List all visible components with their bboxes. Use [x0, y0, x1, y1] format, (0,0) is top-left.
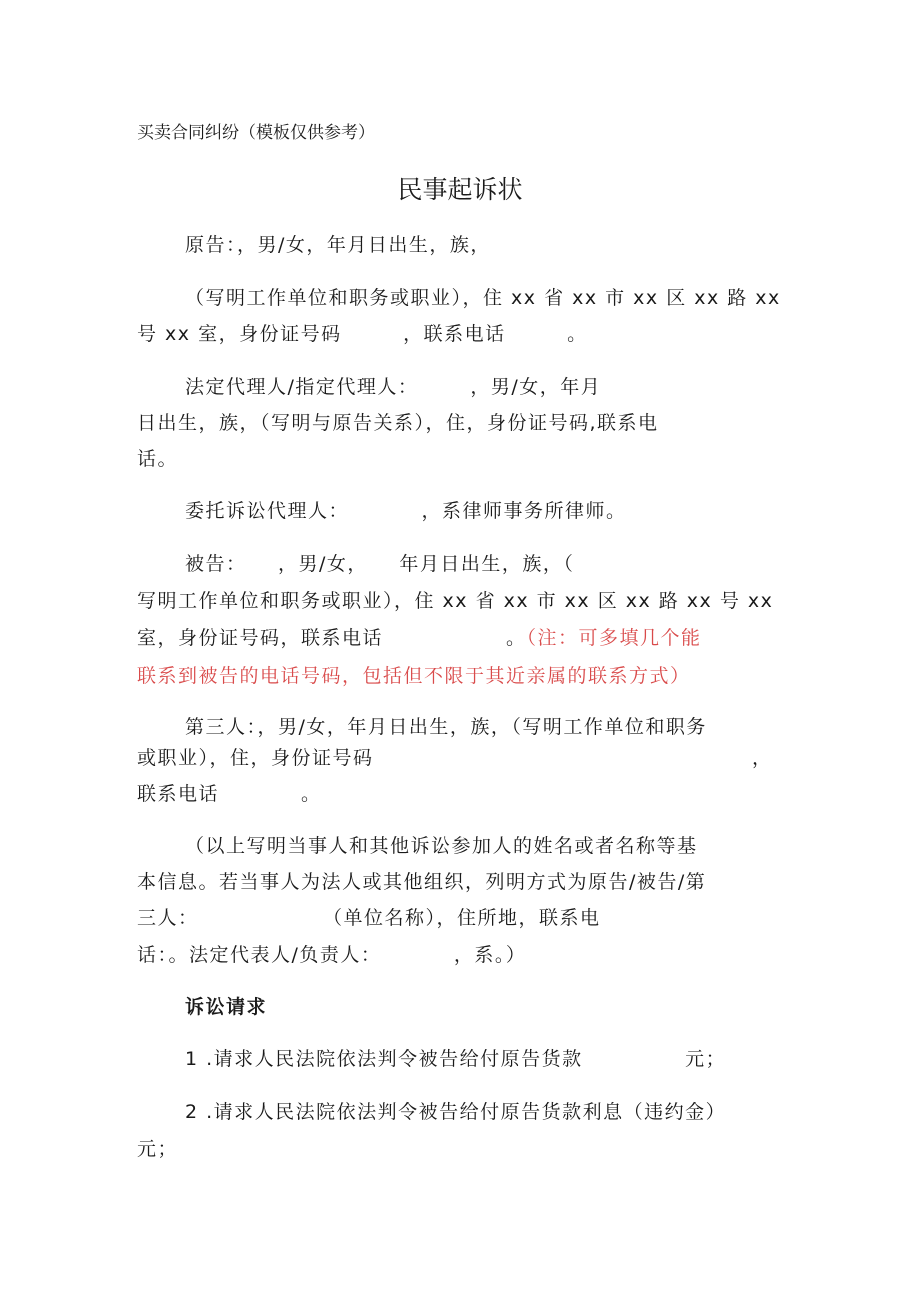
claims-heading: 诉讼请求 — [185, 996, 268, 1018]
doc-header: 买卖合同纠纷（模板仅供参考） — [137, 123, 375, 143]
note-line-3: 三人： （单位名称），住所地，联系电 — [137, 907, 601, 929]
claim-item-2: 2 .请求人民法院依法判令被告给付原告货款利息（违约金） — [185, 1101, 727, 1123]
plaintiff-line-1: 原告：，男/女，年月日出生，族， — [185, 234, 491, 256]
third-party-line-2-tail: ， — [752, 747, 773, 769]
third-party-line-3: 联系电话 。 — [137, 783, 322, 805]
legal-rep-line-2: 日出生，族，（写明与原告关系），住，身份证号码,联系电 — [137, 412, 659, 434]
note-line-4: 话：。法定代表人/负责人： ，系。） — [137, 944, 527, 966]
defendant-line-3-text: 室，身份证号码，联系电话 。 — [137, 627, 527, 649]
legal-rep-line-3: 话。 — [137, 448, 179, 470]
note-line-2: 本信息。若当事人为法人或其他组织，列明方式为原告/被告/第 — [137, 871, 707, 893]
claim-item-2-cont: 元； — [137, 1138, 179, 1160]
legal-rep-line-1: 法定代理人/指定代理人： ，男/女，年月 — [185, 376, 602, 398]
plaintiff-line-3: 号 xx 室，身份证号码 ，联系电话 。 — [137, 323, 588, 345]
defendant-line-2: 写明工作单位和职务或职业），住 xx 省 xx 市 xx 区 xx 路 xx 号 xx — [137, 590, 774, 612]
third-party-line-2: 或职业），住，身份证号码 — [137, 747, 374, 769]
note-line-1: （以上写明当事人和其他诉讼参加人的姓名或者名称等基 — [185, 835, 698, 857]
third-party-line-1: 第三人：，男/女，年月日出生，族，（写明工作单位和职务 — [185, 716, 707, 738]
defendant-annotation: （注：可多填几个能 — [526, 627, 702, 649]
claim-item-1: 1 .请求人民法院依法判令被告给付原告货款 元； — [185, 1048, 727, 1070]
defendant-line-3 — [137, 623, 702, 650]
agent-line-1: 委托诉讼代理人： ，系律师事务所律师。 — [185, 500, 627, 522]
defendant-line-1: 被告： ，男/女， 年月日出生，族，（ — [185, 553, 575, 575]
defendant-annotation-cont: 联系到被告的电话号码，包括但不限于其近亲属的联系方式） — [137, 665, 691, 687]
doc-title: 民事起诉状 — [397, 175, 523, 204]
plaintiff-line-2: （写明工作单位和职务或职业），住 xx 省 xx 市 xx 区 xx 路 xx — [185, 287, 781, 309]
